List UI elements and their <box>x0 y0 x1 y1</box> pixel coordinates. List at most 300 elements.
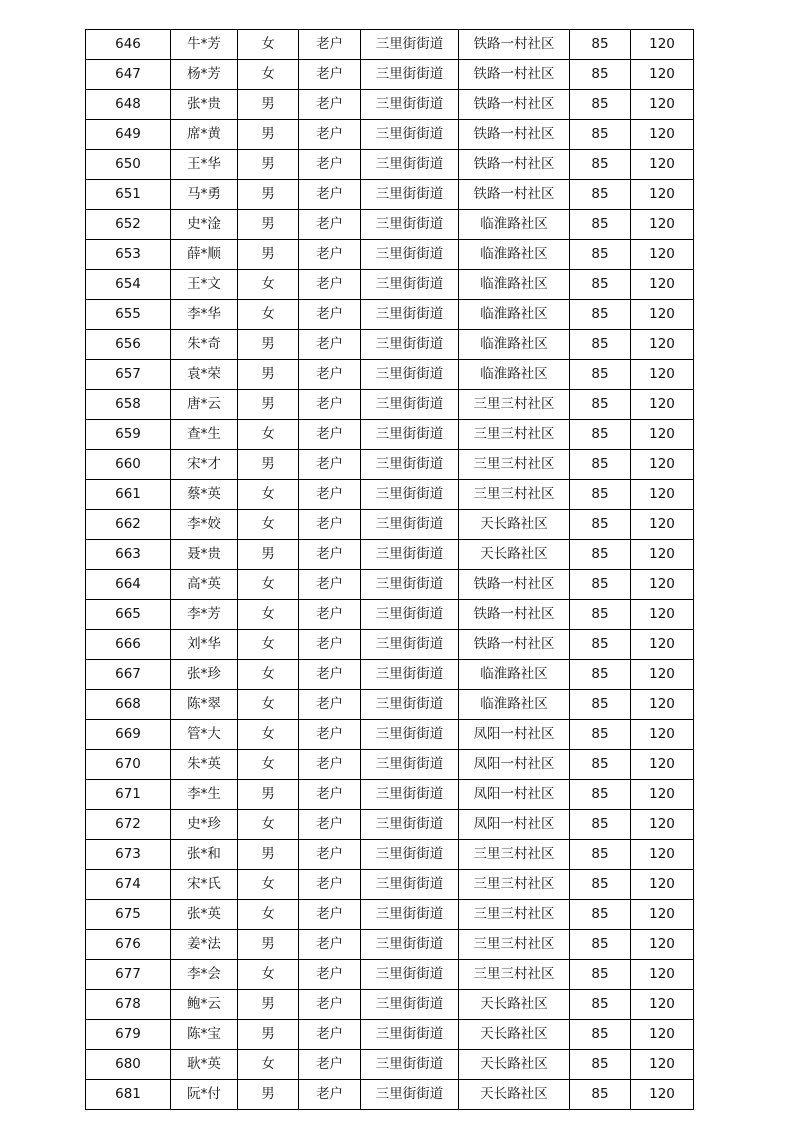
community-cell: 天长路社区 <box>459 1050 570 1080</box>
street-cell: 三里街街道 <box>361 1020 459 1050</box>
amount-cell: 120 <box>631 150 694 180</box>
table-row <box>86 180 694 210</box>
table-row <box>86 750 694 780</box>
gender-cell: 女 <box>238 1050 299 1080</box>
street-cell: 三里街街道 <box>361 60 459 90</box>
score-cell: 85 <box>570 480 631 510</box>
name-cell: 姜*法 <box>171 930 238 960</box>
gender-cell: 男 <box>238 180 299 210</box>
gender-cell: 女 <box>238 750 299 780</box>
amount-cell: 120 <box>631 540 694 570</box>
row-number-cell: 653 <box>86 240 171 270</box>
community-cell: 临淮路社区 <box>459 360 570 390</box>
row-number-cell: 656 <box>86 330 171 360</box>
community-cell: 临淮路社区 <box>459 690 570 720</box>
amount-cell: 120 <box>631 780 694 810</box>
amount-cell: 120 <box>631 420 694 450</box>
row-number-cell: 679 <box>86 1020 171 1050</box>
score-cell: 85 <box>570 690 631 720</box>
household-type-cell: 老户 <box>299 1050 361 1080</box>
community-cell: 三里三村社区 <box>459 840 570 870</box>
gender-cell: 男 <box>238 150 299 180</box>
street-cell: 三里街街道 <box>361 90 459 120</box>
name-cell: 李*华 <box>171 300 238 330</box>
name-cell: 马*勇 <box>171 180 238 210</box>
amount-cell: 120 <box>631 270 694 300</box>
score-cell: 85 <box>570 1020 631 1050</box>
street-cell: 三里街街道 <box>361 720 459 750</box>
row-number-cell: 661 <box>86 480 171 510</box>
table-row <box>86 30 694 60</box>
table-row <box>86 300 694 330</box>
community-cell: 三里三村社区 <box>459 450 570 480</box>
table-row <box>86 840 694 870</box>
street-cell: 三里街街道 <box>361 270 459 300</box>
row-number-cell: 673 <box>86 840 171 870</box>
household-type-cell: 老户 <box>299 180 361 210</box>
name-cell: 薛*顺 <box>171 240 238 270</box>
table-row <box>86 450 694 480</box>
community-cell: 铁路一村社区 <box>459 90 570 120</box>
row-number-cell: 660 <box>86 450 171 480</box>
name-cell: 李*会 <box>171 960 238 990</box>
community-cell: 铁路一村社区 <box>459 570 570 600</box>
street-cell: 三里街街道 <box>361 1050 459 1080</box>
table-row <box>86 1050 694 1080</box>
household-type-cell: 老户 <box>299 1080 361 1110</box>
household-type-cell: 老户 <box>299 360 361 390</box>
household-type-cell: 老户 <box>299 600 361 630</box>
row-number-cell: 666 <box>86 630 171 660</box>
household-type-cell: 老户 <box>299 420 361 450</box>
street-cell: 三里街街道 <box>361 540 459 570</box>
community-cell: 凤阳一村社区 <box>459 720 570 750</box>
row-number-cell: 657 <box>86 360 171 390</box>
score-cell: 85 <box>570 90 631 120</box>
household-type-cell: 老户 <box>299 690 361 720</box>
gender-cell: 男 <box>238 330 299 360</box>
score-cell: 85 <box>570 660 631 690</box>
table-row <box>86 690 694 720</box>
name-cell: 史*淦 <box>171 210 238 240</box>
street-cell: 三里街街道 <box>361 480 459 510</box>
community-cell: 三里三村社区 <box>459 900 570 930</box>
community-cell: 凤阳一村社区 <box>459 780 570 810</box>
row-number-cell: 658 <box>86 390 171 420</box>
household-type-cell: 老户 <box>299 990 361 1020</box>
name-cell: 李*姣 <box>171 510 238 540</box>
household-type-cell: 老户 <box>299 750 361 780</box>
household-type-cell: 老户 <box>299 900 361 930</box>
street-cell: 三里街街道 <box>361 150 459 180</box>
community-cell: 三里三村社区 <box>459 960 570 990</box>
gender-cell: 女 <box>238 960 299 990</box>
community-cell: 铁路一村社区 <box>459 120 570 150</box>
row-number-cell: 654 <box>86 270 171 300</box>
amount-cell: 120 <box>631 450 694 480</box>
row-number-cell: 672 <box>86 810 171 840</box>
table-row <box>86 570 694 600</box>
gender-cell: 女 <box>238 600 299 630</box>
community-cell: 铁路一村社区 <box>459 600 570 630</box>
name-cell: 宋*才 <box>171 450 238 480</box>
gender-cell: 男 <box>238 90 299 120</box>
gender-cell: 女 <box>238 570 299 600</box>
table-row <box>86 60 694 90</box>
household-type-cell: 老户 <box>299 930 361 960</box>
amount-cell: 120 <box>631 660 694 690</box>
gender-cell: 男 <box>238 990 299 1020</box>
amount-cell: 120 <box>631 870 694 900</box>
table-row <box>86 1020 694 1050</box>
name-cell: 耿*英 <box>171 1050 238 1080</box>
street-cell: 三里街街道 <box>361 900 459 930</box>
row-number-cell: 650 <box>86 150 171 180</box>
street-cell: 三里街街道 <box>361 870 459 900</box>
table-row <box>86 390 694 420</box>
amount-cell: 120 <box>631 300 694 330</box>
row-number-cell: 648 <box>86 90 171 120</box>
amount-cell: 120 <box>631 240 694 270</box>
row-number-cell: 652 <box>86 210 171 240</box>
street-cell: 三里街街道 <box>361 630 459 660</box>
amount-cell: 120 <box>631 570 694 600</box>
household-type-cell: 老户 <box>299 780 361 810</box>
community-cell: 临淮路社区 <box>459 240 570 270</box>
gender-cell: 女 <box>238 660 299 690</box>
community-cell: 临淮路社区 <box>459 660 570 690</box>
street-cell: 三里街街道 <box>361 30 459 60</box>
row-number-cell: 655 <box>86 300 171 330</box>
score-cell: 85 <box>570 180 631 210</box>
street-cell: 三里街街道 <box>361 1080 459 1110</box>
gender-cell: 男 <box>238 210 299 240</box>
name-cell: 张*英 <box>171 900 238 930</box>
street-cell: 三里街街道 <box>361 780 459 810</box>
score-cell: 85 <box>570 630 631 660</box>
score-cell: 85 <box>570 600 631 630</box>
household-type-cell: 老户 <box>299 960 361 990</box>
gender-cell: 男 <box>238 240 299 270</box>
name-cell: 阮*付 <box>171 1080 238 1110</box>
amount-cell: 120 <box>631 90 694 120</box>
community-cell: 三里三村社区 <box>459 480 570 510</box>
row-number-cell: 675 <box>86 900 171 930</box>
score-cell: 85 <box>570 60 631 90</box>
score-cell: 85 <box>570 840 631 870</box>
document-page <box>85 29 693 1110</box>
name-cell: 陈*翠 <box>171 690 238 720</box>
name-cell: 朱*奇 <box>171 330 238 360</box>
community-cell: 临淮路社区 <box>459 300 570 330</box>
score-cell: 85 <box>570 570 631 600</box>
name-cell: 唐*云 <box>171 390 238 420</box>
street-cell: 三里街街道 <box>361 450 459 480</box>
community-cell: 临淮路社区 <box>459 270 570 300</box>
household-type-cell: 老户 <box>299 1020 361 1050</box>
household-type-cell: 老户 <box>299 660 361 690</box>
row-number-cell: 668 <box>86 690 171 720</box>
gender-cell: 女 <box>238 60 299 90</box>
gender-cell: 女 <box>238 630 299 660</box>
gender-cell: 男 <box>238 450 299 480</box>
street-cell: 三里街街道 <box>361 240 459 270</box>
name-cell: 袁*荣 <box>171 360 238 390</box>
street-cell: 三里街街道 <box>361 510 459 540</box>
row-number-cell: 647 <box>86 60 171 90</box>
amount-cell: 120 <box>631 900 694 930</box>
name-cell: 查*生 <box>171 420 238 450</box>
row-number-cell: 664 <box>86 570 171 600</box>
street-cell: 三里街街道 <box>361 570 459 600</box>
score-cell: 85 <box>570 510 631 540</box>
row-number-cell: 646 <box>86 30 171 60</box>
street-cell: 三里街街道 <box>361 180 459 210</box>
household-type-cell: 老户 <box>299 810 361 840</box>
score-cell: 85 <box>570 240 631 270</box>
gender-cell: 男 <box>238 540 299 570</box>
gender-cell: 男 <box>238 780 299 810</box>
community-cell: 天长路社区 <box>459 510 570 540</box>
name-cell: 聂*贵 <box>171 540 238 570</box>
score-cell: 85 <box>570 120 631 150</box>
table-row <box>86 210 694 240</box>
amount-cell: 120 <box>631 840 694 870</box>
street-cell: 三里街街道 <box>361 810 459 840</box>
household-type-cell: 老户 <box>299 540 361 570</box>
table-row <box>86 150 694 180</box>
street-cell: 三里街街道 <box>361 360 459 390</box>
community-cell: 铁路一村社区 <box>459 60 570 90</box>
amount-cell: 120 <box>631 30 694 60</box>
amount-cell: 120 <box>631 360 694 390</box>
score-cell: 85 <box>570 300 631 330</box>
amount-cell: 120 <box>631 930 694 960</box>
household-type-cell: 老户 <box>299 630 361 660</box>
community-cell: 凤阳一村社区 <box>459 810 570 840</box>
name-cell: 王*华 <box>171 150 238 180</box>
street-cell: 三里街街道 <box>361 690 459 720</box>
name-cell: 张*珍 <box>171 660 238 690</box>
score-cell: 85 <box>570 780 631 810</box>
score-cell: 85 <box>570 540 631 570</box>
table-row <box>86 600 694 630</box>
row-number-cell: 680 <box>86 1050 171 1080</box>
table-row <box>86 120 694 150</box>
row-number-cell: 663 <box>86 540 171 570</box>
amount-cell: 120 <box>631 990 694 1020</box>
community-cell: 铁路一村社区 <box>459 630 570 660</box>
gender-cell: 女 <box>238 720 299 750</box>
street-cell: 三里街街道 <box>361 660 459 690</box>
table-row <box>86 1080 694 1110</box>
name-cell: 刘*华 <box>171 630 238 660</box>
beneficiary-table <box>85 29 694 1110</box>
household-type-cell: 老户 <box>299 120 361 150</box>
street-cell: 三里街街道 <box>361 330 459 360</box>
amount-cell: 120 <box>631 600 694 630</box>
score-cell: 85 <box>570 1050 631 1080</box>
amount-cell: 120 <box>631 480 694 510</box>
amount-cell: 120 <box>631 960 694 990</box>
gender-cell: 男 <box>238 1080 299 1110</box>
gender-cell: 女 <box>238 900 299 930</box>
community-cell: 铁路一村社区 <box>459 150 570 180</box>
household-type-cell: 老户 <box>299 210 361 240</box>
name-cell: 管*大 <box>171 720 238 750</box>
row-number-cell: 659 <box>86 420 171 450</box>
household-type-cell: 老户 <box>299 570 361 600</box>
gender-cell: 女 <box>238 270 299 300</box>
street-cell: 三里街街道 <box>361 300 459 330</box>
amount-cell: 120 <box>631 120 694 150</box>
household-type-cell: 老户 <box>299 300 361 330</box>
amount-cell: 120 <box>631 1080 694 1110</box>
gender-cell: 女 <box>238 510 299 540</box>
row-number-cell: 671 <box>86 780 171 810</box>
household-type-cell: 老户 <box>299 90 361 120</box>
amount-cell: 120 <box>631 810 694 840</box>
name-cell: 高*英 <box>171 570 238 600</box>
amount-cell: 120 <box>631 720 694 750</box>
name-cell: 张*贵 <box>171 90 238 120</box>
row-number-cell: 651 <box>86 180 171 210</box>
household-type-cell: 老户 <box>299 330 361 360</box>
household-type-cell: 老户 <box>299 510 361 540</box>
gender-cell: 男 <box>238 840 299 870</box>
street-cell: 三里街街道 <box>361 120 459 150</box>
gender-cell: 女 <box>238 30 299 60</box>
amount-cell: 120 <box>631 690 694 720</box>
table-row <box>86 720 694 750</box>
community-cell: 临淮路社区 <box>459 210 570 240</box>
score-cell: 85 <box>570 270 631 300</box>
score-cell: 85 <box>570 1080 631 1110</box>
score-cell: 85 <box>570 450 631 480</box>
gender-cell: 男 <box>238 930 299 960</box>
amount-cell: 120 <box>631 330 694 360</box>
table-row <box>86 990 694 1020</box>
table-row <box>86 960 694 990</box>
row-number-cell: 681 <box>86 1080 171 1110</box>
household-type-cell: 老户 <box>299 150 361 180</box>
gender-cell: 女 <box>238 300 299 330</box>
table-row <box>86 480 694 510</box>
score-cell: 85 <box>570 720 631 750</box>
household-type-cell: 老户 <box>299 30 361 60</box>
community-cell: 铁路一村社区 <box>459 30 570 60</box>
gender-cell: 男 <box>238 1020 299 1050</box>
community-cell: 三里三村社区 <box>459 420 570 450</box>
household-type-cell: 老户 <box>299 240 361 270</box>
street-cell: 三里街街道 <box>361 930 459 960</box>
amount-cell: 120 <box>631 210 694 240</box>
street-cell: 三里街街道 <box>361 990 459 1020</box>
table-row <box>86 630 694 660</box>
amount-cell: 120 <box>631 750 694 780</box>
household-type-cell: 老户 <box>299 450 361 480</box>
household-type-cell: 老户 <box>299 480 361 510</box>
score-cell: 85 <box>570 900 631 930</box>
street-cell: 三里街街道 <box>361 600 459 630</box>
row-number-cell: 667 <box>86 660 171 690</box>
name-cell: 蔡*英 <box>171 480 238 510</box>
row-number-cell: 665 <box>86 600 171 630</box>
amount-cell: 120 <box>631 390 694 420</box>
name-cell: 杨*芳 <box>171 60 238 90</box>
score-cell: 85 <box>570 330 631 360</box>
score-cell: 85 <box>570 360 631 390</box>
score-cell: 85 <box>570 30 631 60</box>
household-type-cell: 老户 <box>299 390 361 420</box>
score-cell: 85 <box>570 810 631 840</box>
amount-cell: 120 <box>631 630 694 660</box>
household-type-cell: 老户 <box>299 270 361 300</box>
row-number-cell: 669 <box>86 720 171 750</box>
street-cell: 三里街街道 <box>361 390 459 420</box>
name-cell: 陈*宝 <box>171 1020 238 1050</box>
row-number-cell: 677 <box>86 960 171 990</box>
community-cell: 铁路一村社区 <box>459 180 570 210</box>
street-cell: 三里街街道 <box>361 840 459 870</box>
gender-cell: 女 <box>238 690 299 720</box>
amount-cell: 120 <box>631 510 694 540</box>
score-cell: 85 <box>570 750 631 780</box>
table-row <box>86 780 694 810</box>
score-cell: 85 <box>570 960 631 990</box>
amount-cell: 120 <box>631 180 694 210</box>
score-cell: 85 <box>570 210 631 240</box>
name-cell: 朱*英 <box>171 750 238 780</box>
row-number-cell: 649 <box>86 120 171 150</box>
gender-cell: 男 <box>238 390 299 420</box>
street-cell: 三里街街道 <box>361 210 459 240</box>
table-row <box>86 900 694 930</box>
row-number-cell: 676 <box>86 930 171 960</box>
gender-cell: 男 <box>238 120 299 150</box>
street-cell: 三里街街道 <box>361 750 459 780</box>
table-row <box>86 420 694 450</box>
community-cell: 三里三村社区 <box>459 930 570 960</box>
community-cell: 天长路社区 <box>459 1020 570 1050</box>
table-row <box>86 330 694 360</box>
name-cell: 牛*芳 <box>171 30 238 60</box>
row-number-cell: 662 <box>86 510 171 540</box>
community-cell: 临淮路社区 <box>459 330 570 360</box>
gender-cell: 女 <box>238 420 299 450</box>
household-type-cell: 老户 <box>299 720 361 750</box>
household-type-cell: 老户 <box>299 840 361 870</box>
name-cell: 史*珍 <box>171 810 238 840</box>
amount-cell: 120 <box>631 1050 694 1080</box>
table-row <box>86 240 694 270</box>
name-cell: 张*和 <box>171 840 238 870</box>
table-row <box>86 870 694 900</box>
name-cell: 席*黄 <box>171 120 238 150</box>
household-type-cell: 老户 <box>299 870 361 900</box>
score-cell: 85 <box>570 150 631 180</box>
name-cell: 李*生 <box>171 780 238 810</box>
street-cell: 三里街街道 <box>361 420 459 450</box>
table-row <box>86 660 694 690</box>
amount-cell: 120 <box>631 60 694 90</box>
gender-cell: 女 <box>238 810 299 840</box>
table-row <box>86 930 694 960</box>
score-cell: 85 <box>570 390 631 420</box>
score-cell: 85 <box>570 930 631 960</box>
street-cell: 三里街街道 <box>361 960 459 990</box>
table-row <box>86 540 694 570</box>
